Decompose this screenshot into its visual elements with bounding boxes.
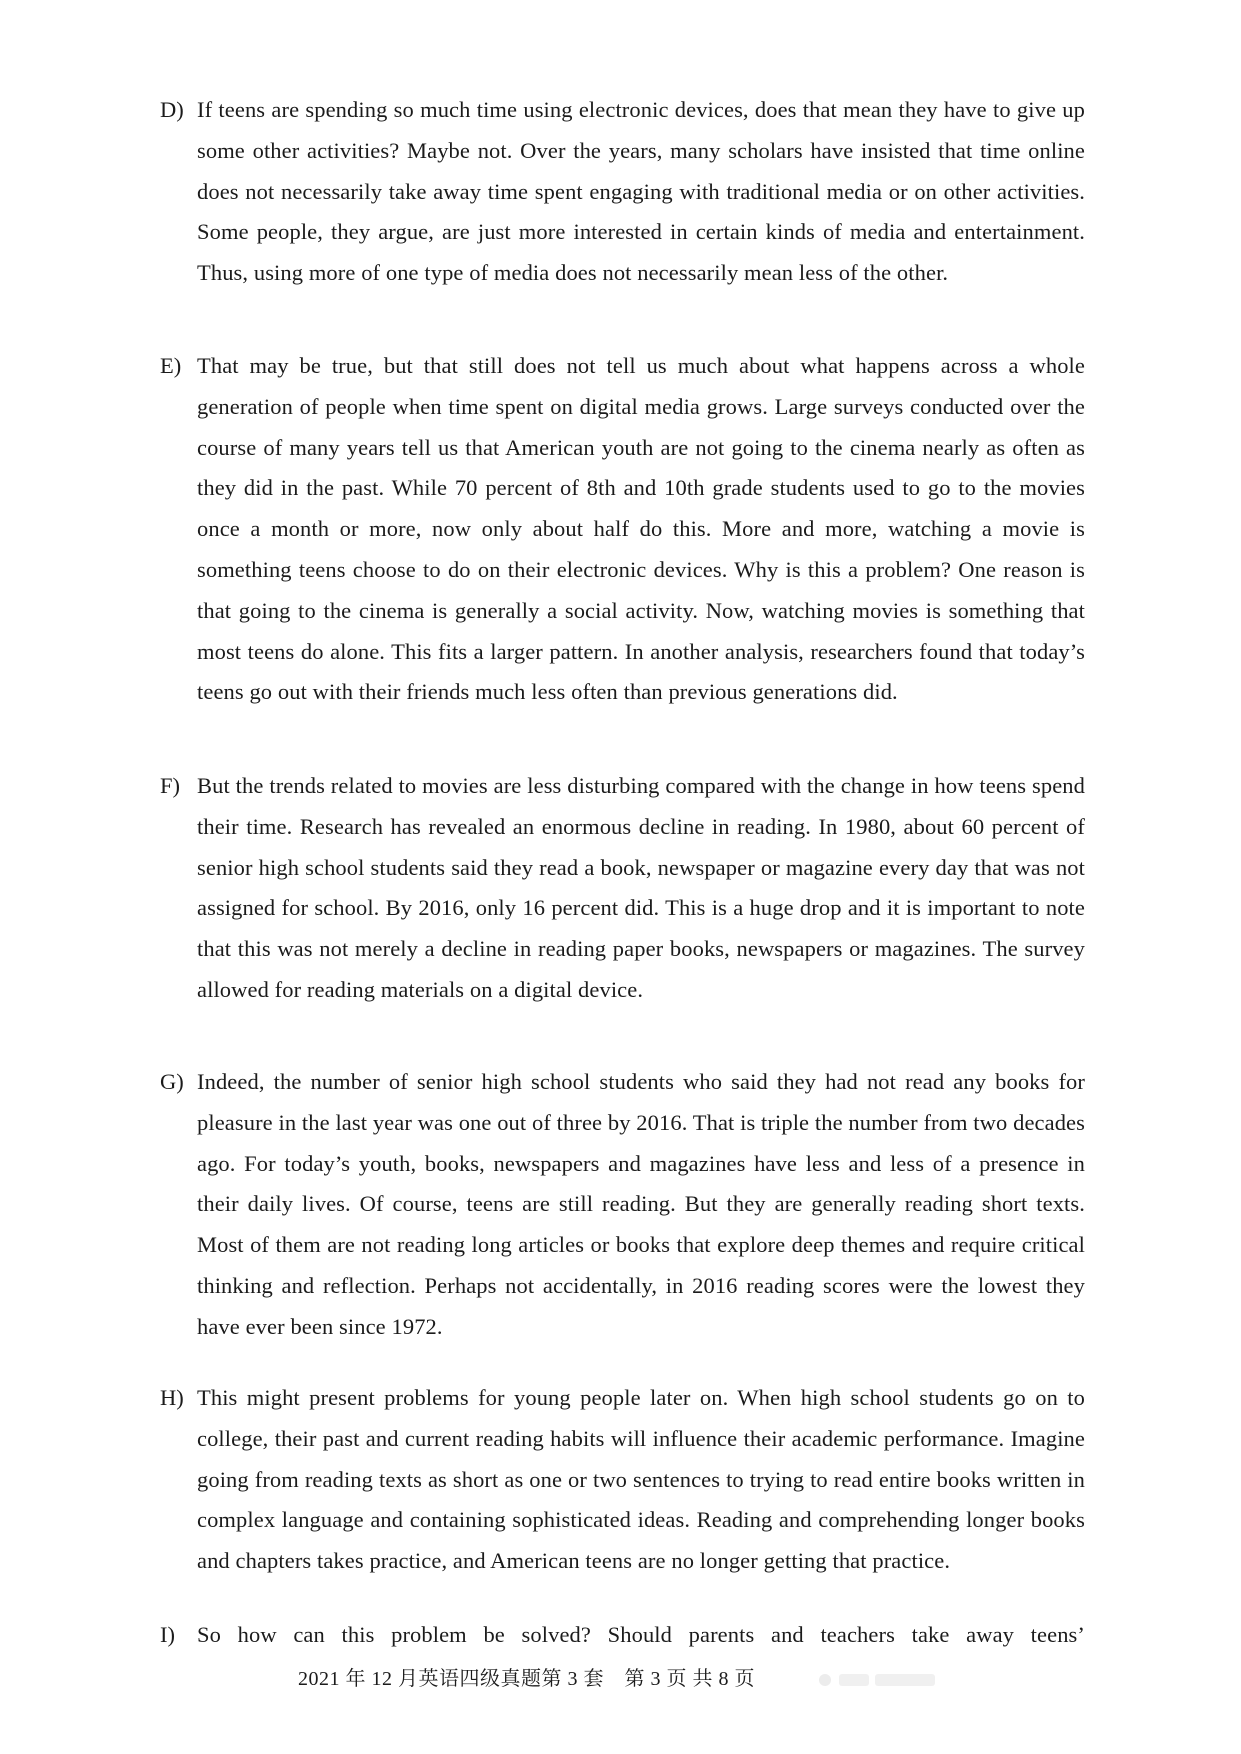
paragraph-text: This might present problems for young people later on. When high school students go on to college, their past and current reading habits will influence their academic performance. Imagine going from reading texts as short as one or two sentences to trying to read entire books written in complex language and containing sophisticated ideas. Reading and comprehending longer books and chapters takes practice, and American teens are no longer getting that practice. bbox=[197, 1385, 1085, 1574]
paragraph-i bbox=[160, 1615, 1085, 1656]
paragraph-d bbox=[160, 90, 1085, 294]
paragraph-letter: I) bbox=[160, 1622, 175, 1647]
paragraph-f bbox=[160, 766, 1085, 1011]
paragraph-text: If teens are spending so much time using electronic devices, does that mean they have to give up some other activities? Maybe not. Over the years, many scholars have insisted that time online does not necessarily take away time spent engaging with traditional media or on other activities. Some people, they argue, are just more interested in certain kinds of media and entertainment. Thus, using more of one type of media does not necessarily mean less of the other. bbox=[197, 97, 1085, 286]
paragraph-letter: H) bbox=[160, 1385, 184, 1410]
paragraph-e bbox=[160, 346, 1085, 713]
page-footer: 2021 年 12 月英语四级真题第 3 套 第 3 页 共 8 页 bbox=[298, 1668, 755, 1690]
paragraph-text: Indeed, the number of senior high school students who said they had not read any books for pleasure in the last year was one out of three by 2016. That is triple the number from two decades ago. For today’s youth, books, newspapers and magazines have less and less of a presence in their daily lives. Of course, teens are still reading. But they are generally reading short texts. Most of them are not reading long articles or books that explore deep themes and require critical thinking and reflection. Perhaps not accidentally, in 2016 reading scores were the lowest they have ever been since 1972. bbox=[197, 1069, 1085, 1339]
paragraph-text: That may be true, but that still does not tell us much about what happens across a whole generation of people when time spent on digital media grows. Large surveys conducted over the course of many years tell us that American youth are not going to the cinema nearly as often as they did in the past. While 70 percent of 8th and 10th grade students used to go to the movies once a month or more, now only about half do this. More and more, watching a movie is something teens choose to do on their electronic devices. Why is this a problem? One reason is that going to the cinema is generally a social activity. Now, watching movies is something that most teens do alone. This fits a larger pattern. In another analysis, researchers found that today’s teens go out with their friends much less often than previous generations did. bbox=[197, 353, 1085, 705]
paragraph-letter: D) bbox=[160, 97, 184, 122]
paragraph-g bbox=[160, 1062, 1085, 1348]
paragraph-letter: E) bbox=[160, 353, 182, 378]
paragraph-text: But the trends related to movies are less disturbing compared with the change in how teens spend their time. Research has revealed an enormous decline in reading. In 1980, about 60 percent of senior high school students said they read a book, newspaper or magazine every day that was not assigned for school. By 2016, only 16 percent did. This is a huge drop and it is important to note that this was not merely a decline in reading paper books, newspapers or magazines. The survey allowed for reading materials on a digital device. bbox=[197, 773, 1085, 1002]
paragraph-text: So how can this problem be solved? Should parents and teachers take away teens’ bbox=[197, 1622, 1085, 1647]
paragraph-letter: F) bbox=[160, 773, 181, 798]
paragraph-h bbox=[160, 1378, 1085, 1582]
paragraph-letter: G) bbox=[160, 1069, 184, 1094]
watermark-logo bbox=[815, 1668, 945, 1692]
